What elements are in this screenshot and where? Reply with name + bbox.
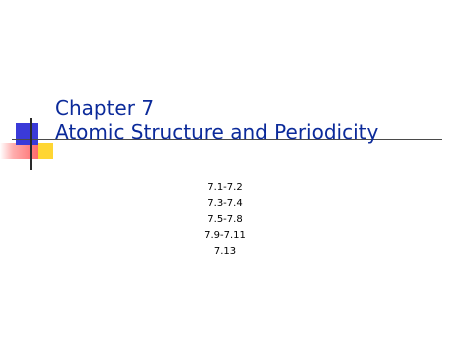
slide-title (55, 96, 445, 144)
section-item: 7.1-7.2 (207, 182, 243, 193)
section-item: 7.9-7.11 (204, 230, 246, 241)
blue-accent-block (16, 123, 38, 145)
yellow-accent-block (38, 143, 53, 159)
section-item: 7.13 (213, 246, 237, 257)
section-item: 7.3-7.4 (207, 198, 243, 209)
section-item: 7.5-7.8 (207, 214, 243, 225)
vertical-accent-line (30, 118, 32, 170)
title-line-topic: Atomic Structure and Periodicity (55, 120, 379, 144)
section-list (165, 180, 285, 260)
title-line-chapter: Chapter 7 (55, 96, 155, 120)
red-accent-block (0, 143, 38, 159)
